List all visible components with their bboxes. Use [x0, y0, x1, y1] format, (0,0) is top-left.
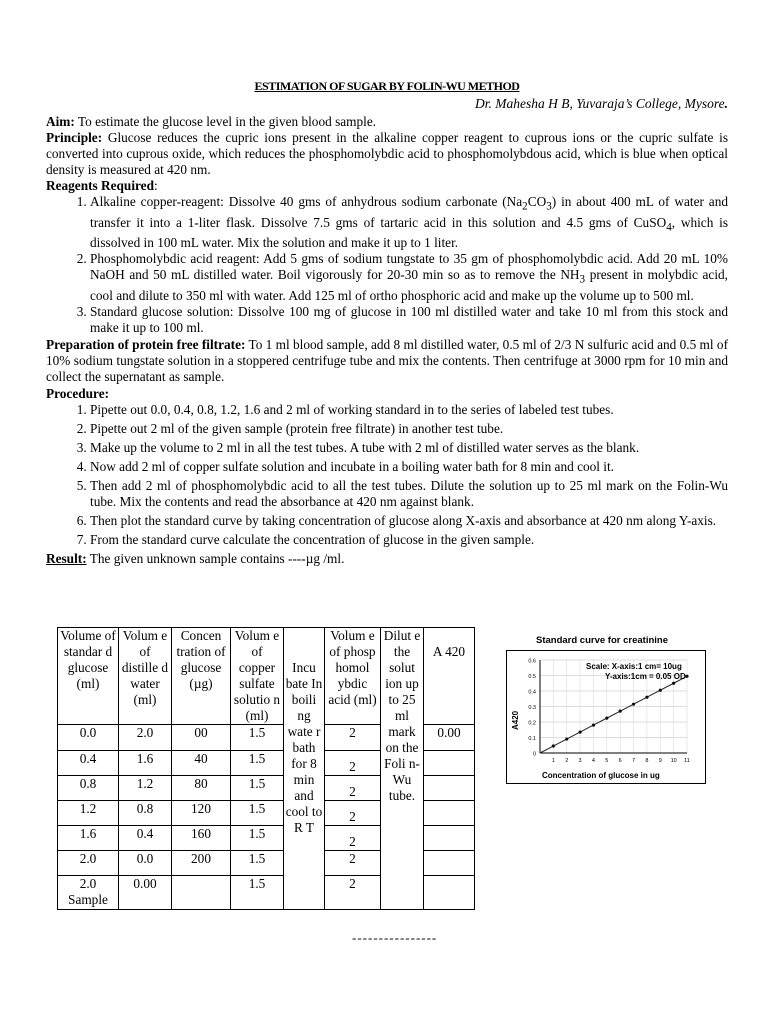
- data-point: [685, 675, 688, 678]
- procedure-step: 6. Then plot the standard curve by taking concentration of glucose along X-axis and absorbance at 420 nm along Y-axis.: [90, 513, 728, 529]
- standard-curve-chart: [506, 650, 706, 784]
- header-cell: Concen tration of glucose (µg): [172, 628, 231, 725]
- table-row: 0.4 1.6 40 1.5 2: [58, 751, 475, 776]
- table-row: 1.6 0.4 160 1.5 2: [58, 826, 475, 851]
- data-point: [592, 724, 595, 727]
- x-tick-label: 4: [591, 758, 595, 764]
- data-point: [552, 744, 555, 747]
- reagent-item: 1. Alkaline copper-reagent: Dissolve 40 gms of anhydrous sodium carbonate $(Na_2CO_3)$ in about 400 mL of water and transfer it into a 1-liter flask. Dissolve 7.5 gms of tartaric acid in this solution and 4.5 gms of CuSO$_4$, which is dissolved in 100 mL water. Mix the solution and make it up to 1 liter.: [90, 194, 728, 251]
- x-tick-label: 10: [670, 758, 677, 764]
- header-cell: Volume of standar d glucose (ml): [58, 628, 119, 725]
- procedure-step: 3. Make up the volume to 2 ml in all the test tubes. A tube with 2 ml of distilled water serves as the blank.: [90, 440, 728, 456]
- x-tick-label: 3: [578, 758, 582, 764]
- x-tick-label: 7: [632, 758, 636, 764]
- data-point: [672, 682, 675, 685]
- header-cell: Volum e of copper sulfate solutio n (ml): [231, 628, 284, 725]
- data-point: [632, 703, 635, 706]
- principle-text: Glucose reduces the cupric ions present in the alkaline copper reagent to cuprous ions or the cupric sulfate is converted into cuprous oxide, which reduces the phosphomolybdic acid to phosphomolybdous acid, which is blue when optical density is measured at 420 nm.: [46, 130, 728, 177]
- reagents-heading: Reagents Required:: [46, 178, 158, 193]
- aim-label: Aim:: [46, 114, 75, 129]
- aim-text: To estimate the glucose level in the given blood sample.: [74, 114, 377, 129]
- table-row: 2.0 0.0 200 1.5 2: [58, 851, 475, 876]
- chart-title: Standard curve for creatinine: [536, 635, 668, 646]
- author-line: Dr. Mahesha H B, Yuvaraja’s College, Mysore.: [475, 96, 728, 111]
- table-header-row: [58, 628, 475, 725]
- result-paragraph: [46, 551, 728, 567]
- reagents-list: [46, 194, 728, 336]
- procedure-list: [46, 402, 728, 548]
- procedure-heading: Procedure:: [46, 385, 110, 401]
- y-tick-label: 0.3: [528, 705, 536, 711]
- principle-paragraph: [46, 130, 728, 178]
- document-title: ESTIMATION OF SUGAR BY FOLIN-WU METHOD: [254, 79, 520, 93]
- y-tick-label: 0.1: [528, 736, 536, 742]
- principle-label: Principle:: [46, 130, 103, 145]
- data-point: [645, 696, 648, 699]
- x-tick-label: 6: [618, 758, 622, 764]
- x-axis-label: Concentration of glucose in ug: [542, 771, 660, 780]
- document-body: [46, 78, 728, 567]
- aim-paragraph: [46, 114, 728, 130]
- result-text: The given unknown sample contains ----µg /ml.: [86, 550, 345, 566]
- reagent-item: 3. Standard glucose solution: Dissolve 100 mg of glucose in 100 ml distilled water and take 10 ml from this stock and make it up to 100 ml.: [90, 304, 728, 336]
- filtrate-label: Preparation of protein free filtrate:: [46, 336, 246, 352]
- x-tick-label: 2: [565, 758, 569, 764]
- result-label: Result:: [46, 550, 87, 566]
- header-cell: A 420: [424, 628, 475, 725]
- scale-note-y: Y-axis:1cm = 0.05 OD: [605, 672, 686, 681]
- x-tick-label: 1: [551, 758, 555, 764]
- table-row: 2.0 Sample 0.00 1.5 2: [58, 876, 475, 910]
- x-tick-label: 11: [684, 758, 690, 764]
- procedure-step: 7. From the standard curve calculate the concentration of glucose in the given sample.: [90, 532, 728, 548]
- header-cell: Volum e of phosp homol ybdic acid (ml): [325, 628, 381, 725]
- incubate-cell: Incu bate In boili ng wate r bath for 8 min and cool to R T: [284, 628, 325, 910]
- y-tick-label: 0.6: [528, 658, 536, 665]
- x-tick-label: 5: [605, 758, 609, 764]
- data-point: [605, 717, 608, 720]
- scale-note-x: Scale: X-axis:1 cm= 10ug: [586, 662, 682, 671]
- dilute-cell: Dilut e the solut ion up to 25 ml mark on the Foli n- Wu tube.: [381, 628, 424, 910]
- data-point: [578, 730, 581, 733]
- filtrate-text: To 1 ml blood sample, add 8 ml distilled water, 0.5 ml of 2/3 N sulfuric acid and 0.5 ml of 10% sodium tungstate solution in a stoppered centrifuge tube and mix the contents. Then centrifuge at 3000 rpm for 10 min and collect the supernatant as sample.: [46, 336, 728, 384]
- table-row: 0.0 2.0 00 1.5 2 0.00: [58, 725, 475, 751]
- procedure-step: 5. Then add 2 ml of phosphomolybdic acid to all the test tubes. Dilute the solution up to 25 ml mark on the Folin-Wu tube. Mix the contents and read the absorbance at 420 nm against blank.: [90, 478, 728, 510]
- y-axis-label: A420: [511, 710, 520, 730]
- y-tick-label: 0.2: [528, 720, 536, 727]
- procedure-step: 2. Pipette out 2 ml of the given sample (protein free filtrate) in another test tube.: [90, 421, 728, 437]
- header-cell: Volum e of distille d water (ml): [119, 628, 172, 725]
- y-tick-label: 0: [532, 751, 536, 758]
- reagent-item: 2. Phosphomolybdic acid reagent: Add 5 gms of sodium tungstate to 35 gm of phosphomolybdic acid. Add 20 mL 10% NaOH and 50 mL distilled water. Boil vigorously for 20-30 min so as to remove the $NH_3$ present in molybdic acid, cool and dilute to 350 ml with water. Add 125 ml of ortho phosphoric acid and make up the volume up to 500 ml.: [90, 251, 728, 304]
- table-row: 0.8 1.2 80 1.5 2: [58, 776, 475, 801]
- x-tick-label: 8: [645, 758, 649, 764]
- table-row: 1.2 0.8 120 1.5 2: [58, 801, 475, 826]
- procedure-step: 4. Now add 2 ml of copper sulfate solution and incubate in a boiling water bath for 8 min and cool it.: [90, 459, 728, 475]
- procedure-step: 1. Pipette out 0.0, 0.4, 0.8, 1.2, 1.6 and 2 ml of working standard in to the series of labeled test tubes.: [90, 402, 728, 418]
- data-point: [619, 710, 622, 713]
- data-point: [565, 737, 568, 740]
- observation-table: [57, 627, 475, 910]
- y-tick-label: 0.4: [528, 689, 536, 696]
- underline-dashes: ----------------: [352, 930, 438, 945]
- filtrate-paragraph: [46, 337, 728, 385]
- y-tick-label: 0.5: [528, 674, 536, 680]
- data-point: [659, 689, 662, 692]
- x-tick-label: 9: [658, 758, 662, 764]
